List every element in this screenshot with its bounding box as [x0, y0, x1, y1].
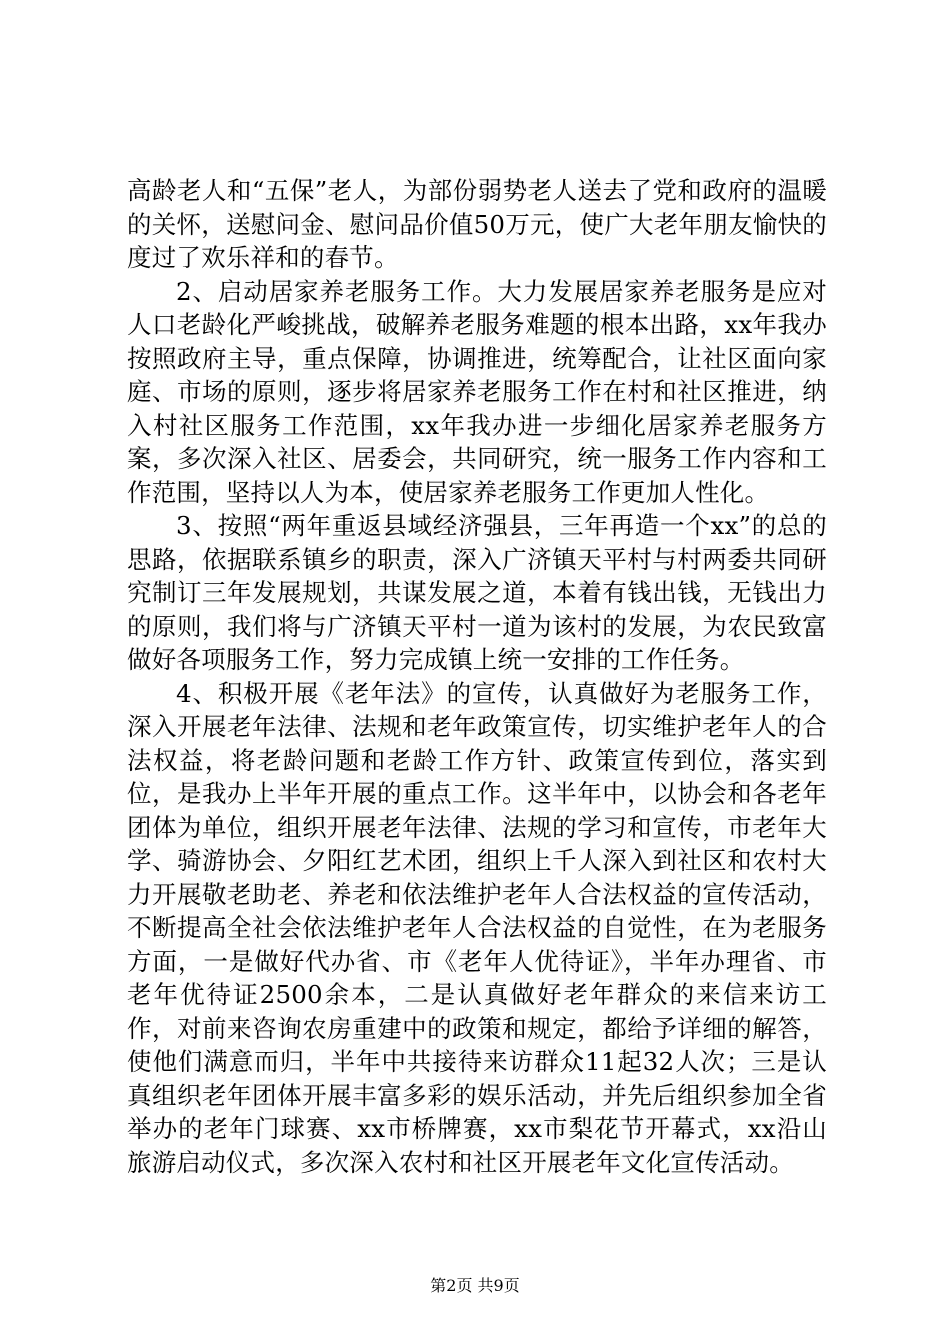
document-body — [127, 174, 827, 1179]
page-number-footer: 第2页 共9页 — [430, 1276, 520, 1295]
paragraph-elderly-law: 4、积极开展《老年法》的宣传，认真做好为老服务工作，深入开展老年法律、法规和老年政策宣传，切实维护老年人的合法权益，将老龄问题和老龄工作方针、政策宣传到位，落实到位，是我办上半年开展的重点工作。这半年中，以协会和各老年团体为单位，组织开展老年法律、法规的学习和宣传，市老年大学、骑游协会、夕阳红艺术团，组织上千人深入到社区和农村大力开展敬老助老、养老和依法维护老年人合法权益的宣传活动，不断提高全社会依法维护老年人合法权益的自觉性，在为老服务方面，一是做好代办省、市《老年人优待证》，半年办理省、市老年优待证2500余本，二是认真做好老年群众的来信来访工作，对前来咨询农房重建中的政策和规定，都给予详细的解答，使他们满意而归，半年中共接待来访群众11起32人次；三是认真组织老年团体开展丰富多彩的娱乐活动，并先后组织参加全省举办的老年门球赛、xx市桥牌赛，xx市梨花节开幕式，xx沿山旅游启动仪式，多次深入农村和社区开展老年文化宣传活动。 — [127, 678, 827, 1177]
paragraph-continuation: 高龄老人和“五保”老人，为部份弱势老人送去了党和政府的温暖的关怀，送慰问金、慰问品价值50万元，使广大老年朋友愉快的度过了欢乐祥和的春节。 — [127, 176, 827, 272]
paragraph-home-care: 2、启动居家养老服务工作。大力发展居家养老服务是应对人口老龄化严峻挑战，破解养老服务难题的根本出路，xx年我办按照政府主导，重点保障，协调推进，统筹配合，让社区面向家庭、市场的原则，逐步将居家养老服务工作在村和社区推进，纳入村社区服务工作范围，xx年我办进一步细化居家养老服务方案，多次深入社区、居委会，共同研究，统一服务工作内容和工作范围，坚持以人为本，使居家养老服务工作更加人性化。 — [127, 276, 827, 507]
paragraph-development-plan: 3、按照“两年重返县域经济强县，三年再造一个xx”的总的思路，依据联系镇乡的职责，深入广济镇天平村与村两委共同研究制订三年发展规划，共谋发展之道，本着有钱出钱，无钱出力的原则，我们将与广济镇天平村一道为该村的发展，为农民致富做好各项服务工作，努力完成镇上统一安排的工作任务。 — [127, 511, 827, 674]
